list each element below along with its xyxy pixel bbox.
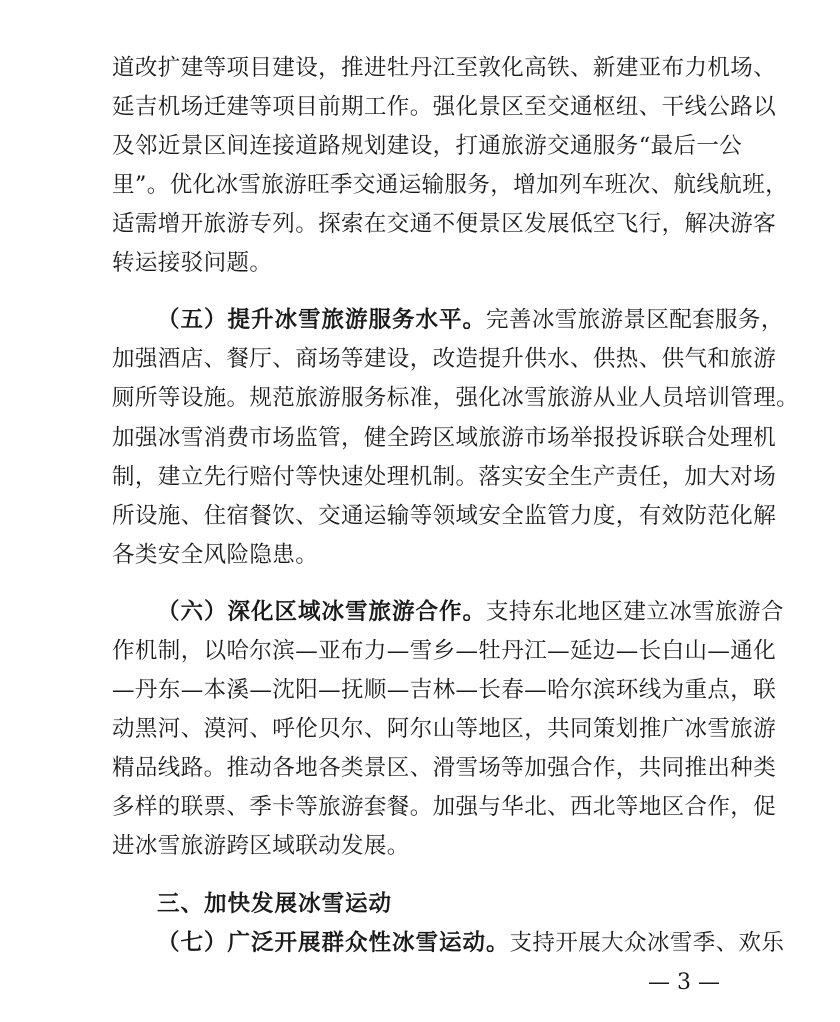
body-line: 里”。优化冰雪旅游旺季交通运输服务，增加列车班次、航线航班， [112, 172, 789, 198]
body-line: —丹东—本溪—沈阳—抚顺—吉林—长春—哈尔滨环线为重点，联 [112, 677, 777, 703]
body-line: 道改扩建等项目建设，推进牡丹江至敦化高铁、新建亚布力机场、 [112, 55, 777, 81]
body-line: 适需增开旅游专列。探索在交通不便景区发展低空飞行，解决游客 [112, 211, 777, 237]
body-line: 加强冰雪消费市场监管，健全跨区域旅游市场举报投诉联合处理机 [112, 425, 777, 451]
page-number: — 3 — [648, 970, 720, 995]
body-line: 精品线路。推动各地各类景区、滑雪场等加强合作，共同推出种类 [112, 755, 777, 781]
body-line: 转运接驳问题。 [112, 250, 273, 276]
section-6-title: （六）深化区域冰雪旅游合作。 [157, 599, 487, 625]
section-7-title: （七）广泛开展群众性冰雪运动。 [157, 930, 510, 956]
body-line: 制，建立先行赔付等快速处理机制。落实安全生产责任，加大对场 [112, 464, 777, 490]
body-line: 动黑河、漠河、呼伦贝尔、阿尔山等地区，共同策划推广冰雪旅游 [112, 716, 777, 742]
section-7-first-line [157, 928, 785, 958]
body-line: 进冰雪旅游跨区域联动发展。 [112, 833, 410, 859]
body-line: 所设施、住宿餐饮、交通运输等领域安全监管力度，有效防范化解 [112, 503, 777, 529]
body-line: 多样的联票、季卡等旅游套餐。加强与华北、西北等地区合作，促 [112, 794, 777, 820]
section-6-first-line [157, 597, 784, 627]
body-line: 作机制，以哈尔滨—亚布力—雪乡—牡丹江—延边—长白山—通化 [112, 638, 777, 664]
section-5-first-text: 完善冰雪旅游景区配套服务， [486, 307, 784, 333]
section-5-title: （五）提升冰雪旅游服务水平。 [157, 307, 487, 333]
section-6-first-text: 支持东北地区建立冰雪旅游合 [486, 599, 784, 625]
section-heading: 三、加快发展冰雪运动 [157, 891, 393, 917]
body-line: 各类安全风险隐患。 [112, 542, 319, 568]
section-7-first-text: 支持开展大众冰雪季、欢乐 [509, 930, 785, 956]
body-line: 及邻近景区间连接道路规划建设，打通旅游交通服务“最后一公 [112, 133, 743, 159]
body-line: 加强酒店、餐厅、商场等建设，改造提升供水、供热、供气和旅游 [112, 346, 777, 372]
section-5-first-line [157, 305, 784, 335]
body-line: 延吉机场迁建等项目前期工作。强化景区至交通枢纽、干线公路以 [112, 94, 777, 120]
body-line: 厕所等设施。规范旅游服务标准，强化冰雪旅游从业人员培训管理。 [112, 385, 800, 411]
